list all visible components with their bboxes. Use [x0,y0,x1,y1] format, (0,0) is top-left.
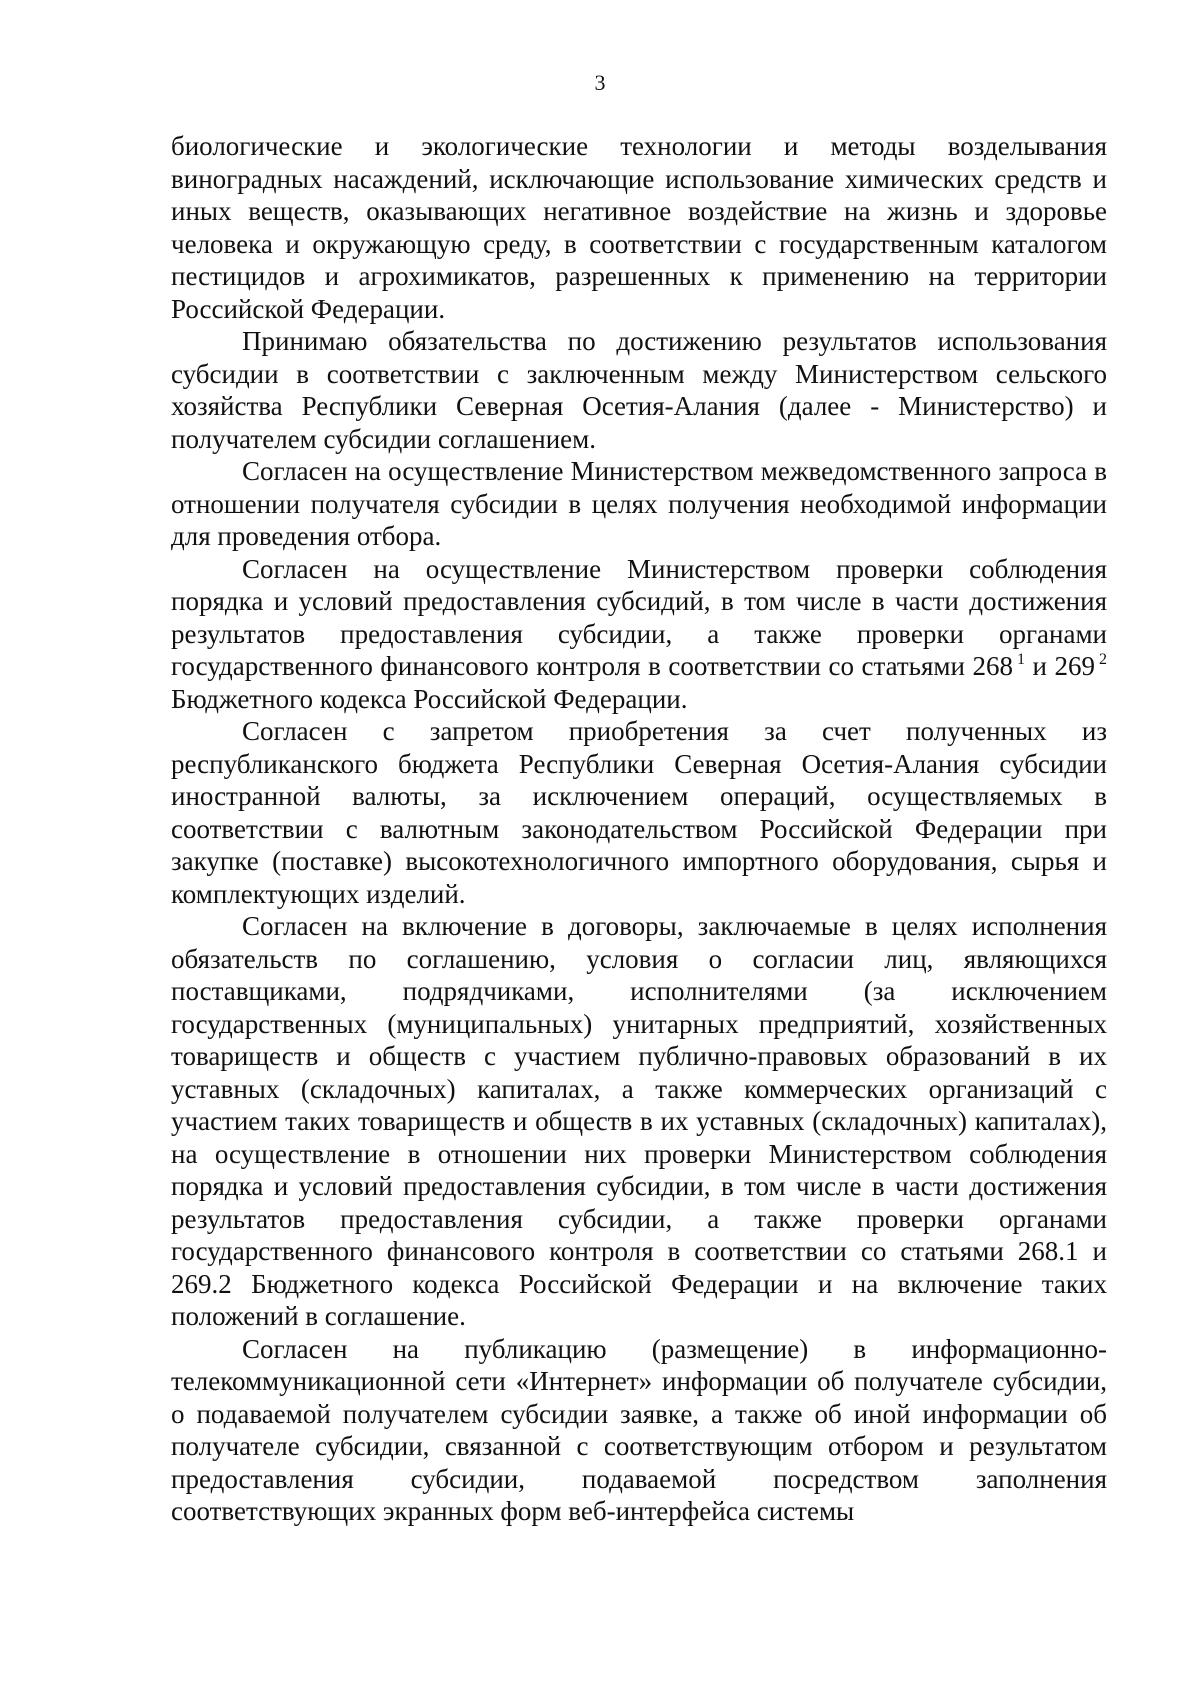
inspection-text-after: Бюджетного кодекса Российской Федерации. [171,683,688,714]
inspection-text-middle: и 269 [1024,651,1095,681]
paragraph-continuation: биологические и экологические технологии и методы возделывания виноградных насаждений, исключающие использование химических средств и иных веществ, оказывающих негативное воздействие на жизнь и здоровье человека и окружающую среду, в соответствии с государственным каталогом пестицидов и агрохимикатов, разрешенных к применению на территории Российской Федерации. [171,131,1107,324]
paragraph-interagency-request: Согласен на осуществление Министерством межведомственного запроса в отношении получателя субсидии в целях получения необходимой информации для проведения отбора. [171,456,1107,551]
paragraph-obligations: Принимаю обязательства по достижению результатов использования субсидии в соответствии с заключенным между Министерством сельского хозяйства Республики Северная Осетия-Алания (далее - Министерство) и получателем субсидии соглашением. [171,326,1107,454]
inspection-text-before: Согласен на осуществление Министерством проверки соблюдения порядка и условий предоставления субсидий, в том числе в части достижения результатов предоставления субсидии, а также проверки органами государственного финансового контроля в соответствии со статьями 268 [171,553,1107,681]
paragraph-currency-ban: Согласен с запретом приобретения за счет полученных из республиканского бюджета Республики Северная Осетия-Алания субсидии иностранной валюты, за исключением операций, осуществляемых в соответствии с валютным законодательством Российской Федерации при закупке (поставке) высокотехнологичного импортного оборудования, сырья и комплектующих изделий. [171,716,1107,909]
paragraph-inspection-consent [171,553,1107,716]
paragraph-publication-consent: Согласен на публикацию (размещение) в информационно-телекоммуникационной сети «Интернет» информации об получателе субсидии, о подаваемой получателем субсидии заявке, а также об иной информации об получателе субсидии, связанной с соответствующим отбором и результатом предоставления субсидии, подаваемой посредством заполнения соответствующих экранных форм веб-интерфейса системы [171,1333,1107,1526]
page-number: 3 [594,70,606,95]
footnote-superscript-2: 2 [1099,651,1107,668]
document-body [171,130,1107,1528]
paragraph-contract-clauses: Согласен на включение в договоры, заключаемые в целях исполнения обязательств по соглашению, условия о согласии лиц, являющихся поставщиками, подрядчиками, исполнителями (за исключением государственных (муниципальных) унитарных предприятий, хозяйственных товариществ и обществ с участием публично-правовых образований в их уставных (складочных) капиталах, а также коммерческих организаций с участием таких товариществ и обществ в их уставных (складочных) капиталах), на осуществление в отношении них проверки Министерством соблюдения порядка и условий предоставления субсидии, в том числе в части достижения результатов предоставления субсидии, а также проверки органами государственного финансового контроля в соответствии со статьями 268.1 и 269.2 Бюджетного кодекса Российской Федерации и на включение таких положений в соглашение. [171,911,1107,1331]
footnote-superscript-1: 1 [1016,651,1025,668]
